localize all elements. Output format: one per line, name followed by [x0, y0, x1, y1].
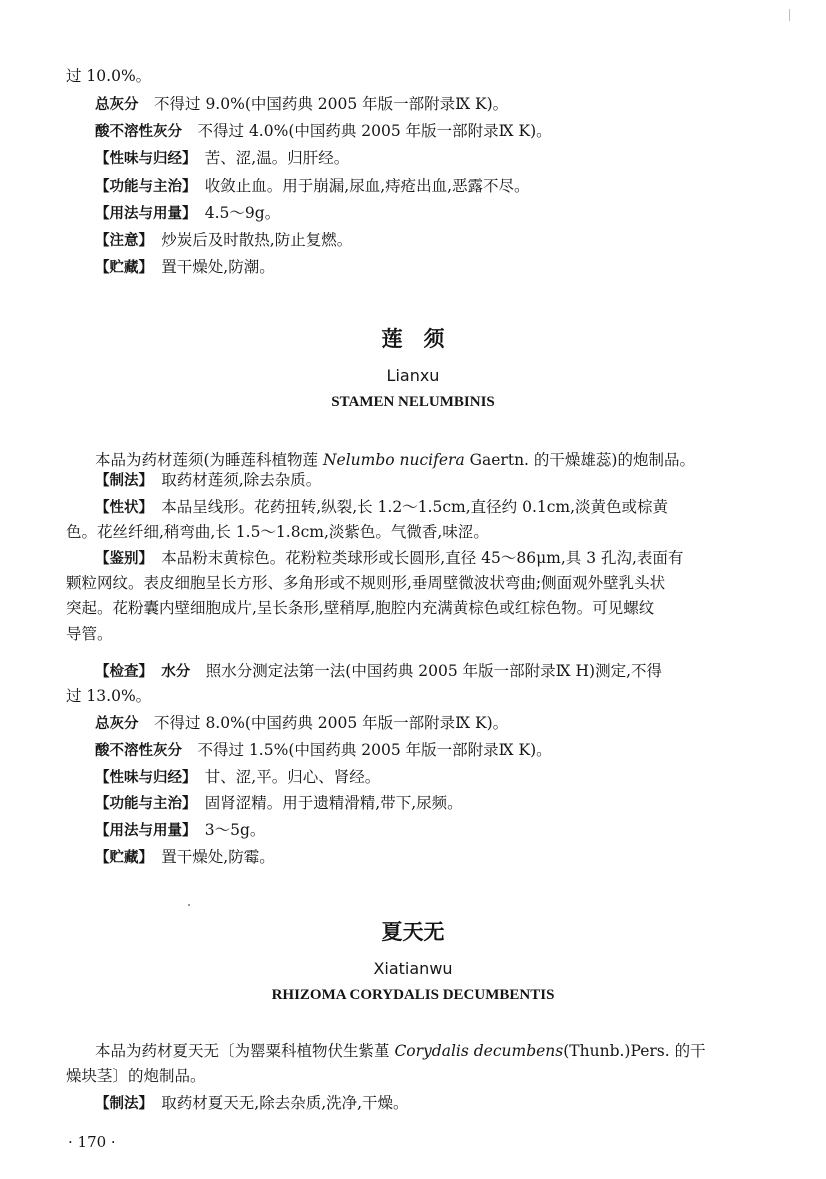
text-line: 【功能与主治】 收敛止血。用于崩漏,尿血,痔疮出血,恶露不尽。: [95, 177, 530, 195]
text-line: 颗粒网纹。表皮细胞呈长方形、多角形或不规则形,垂周壁微波状弯曲;侧面观外壁乳头状: [66, 574, 666, 592]
heading-keyword: 水分: [161, 664, 191, 680]
text-line: 本品为药材夏天无〔为罂粟科植物伏生紫堇 Corydalis decumbens(Thunb.)Pers. 的干: [95, 1042, 706, 1060]
speck: [188, 904, 190, 906]
heading-keyword: 【制法】: [95, 473, 146, 489]
heading-keyword: 【性味与归经】: [95, 151, 190, 167]
heading-keyword: 酸不溶性灰分: [95, 124, 182, 140]
text-line: 【性状】 本品呈线形。花药扭转,纵裂,长 1.2～1.5cm,直径约 0.1cm,淡黄色或棕黄: [95, 498, 669, 516]
text-line: 【鉴别】 本品粉末黄棕色。花粉粒类球形或长圆形,直径 45～86μm,具 3 孔沟,表面有: [95, 549, 684, 567]
text-line: 过 10.0%。: [66, 67, 152, 85]
text-line: 【用法与用量】 3～5g。: [95, 821, 266, 839]
text-line: 总灰分 不得过 9.0%(中国药典 2005 年版一部附录Ⅸ K)。: [95, 95, 509, 113]
text-line: 突起。花粉囊内壁细胞成片,呈长条形,壁稍厚,胞腔内充满黄棕色或红棕色物。可见螺纹: [66, 599, 655, 617]
text-line: 总灰分 不得过 8.0%(中国药典 2005 年版一部附录Ⅸ K)。: [95, 714, 509, 732]
heading-keyword: 【制法】: [95, 1096, 146, 1112]
section-pinyin: Lianxu: [386, 366, 440, 385]
text-line: 【功能与主治】 固肾涩精。用于遗精滑精,带下,尿频。: [95, 794, 463, 812]
heading-keyword: 【性状】: [95, 500, 146, 516]
section-latin-name: RHIZOMA CORYDALIS DECUMBENTIS: [271, 987, 555, 1003]
page-edge-mark: [789, 9, 790, 21]
species-name: Corydalis decumbens: [394, 1042, 564, 1060]
heading-keyword: 【注意】: [95, 233, 146, 249]
text-line: 【贮藏】 置干燥处,防潮。: [95, 258, 275, 276]
heading-keyword: 【用法与用量】: [95, 823, 190, 839]
species-name: Nelumbo nucifera: [322, 451, 465, 469]
text-line: 色。花丝纤细,稍弯曲,长 1.5～1.8cm,淡紫色。气微香,味涩。: [66, 523, 489, 541]
heading-keyword: 【功能与主治】: [95, 179, 190, 195]
heading-keyword: 【鉴别】: [95, 551, 146, 567]
section-pinyin: Xiatianwu: [373, 959, 453, 978]
section-title: 夏天无: [381, 920, 445, 944]
text-line: 【注意】 炒炭后及时散热,防止复燃。: [95, 231, 353, 249]
text-line: 【贮藏】 置干燥处,防霉。: [95, 848, 275, 866]
page-number: · 170 ·: [68, 1133, 116, 1151]
heading-keyword: 【功能与主治】: [95, 796, 190, 812]
text-line: 本品为药材莲须(为睡莲科植物莲 Nelumbo nucifera Gaertn. 的干燥雄蕊)的炮制品。: [95, 451, 695, 469]
text-line: 酸不溶性灰分 不得过 1.5%(中国药典 2005 年版一部附录Ⅸ K)。: [95, 741, 552, 759]
heading-keyword: 【性味与归经】: [95, 770, 190, 786]
heading-keyword: 【贮藏】: [95, 260, 146, 276]
heading-keyword: 【检查】: [95, 664, 146, 680]
text-line: 【性味与归经】 苦、涩,温。归肝经。: [95, 149, 350, 167]
text-line: 过 13.0%。: [66, 687, 152, 705]
heading-keyword: 【贮藏】: [95, 850, 146, 866]
heading-keyword: 总灰分: [95, 716, 139, 732]
heading-keyword: 酸不溶性灰分: [95, 743, 182, 759]
section-latin-name: STAMEN NELUMBINIS: [331, 394, 495, 410]
text-line: 【制法】 取药材夏天无,除去杂质,洗净,干燥。: [95, 1094, 409, 1112]
text-line: 【制法】 取药材莲须,除去杂质。: [95, 471, 322, 489]
text-line: 【用法与用量】 4.5～9g。: [95, 204, 281, 222]
heading-keyword: 【用法与用量】: [95, 206, 190, 222]
text-line: 【检查】 水分 照水分测定法第一法(中国药典 2005 年版一部附录Ⅸ H)测定,不得: [95, 662, 663, 680]
section-title: 莲 须: [381, 327, 445, 351]
heading-keyword: 总灰分: [95, 97, 139, 113]
text-line: 燥块茎〕的炮制品。: [66, 1067, 206, 1085]
text-line: 【性味与归经】 甘、涩,平。归心、肾经。: [95, 768, 381, 786]
text-line: 酸不溶性灰分 不得过 4.0%(中国药典 2005 年版一部附录Ⅸ K)。: [95, 122, 552, 140]
text-line: 导管。: [66, 625, 113, 643]
